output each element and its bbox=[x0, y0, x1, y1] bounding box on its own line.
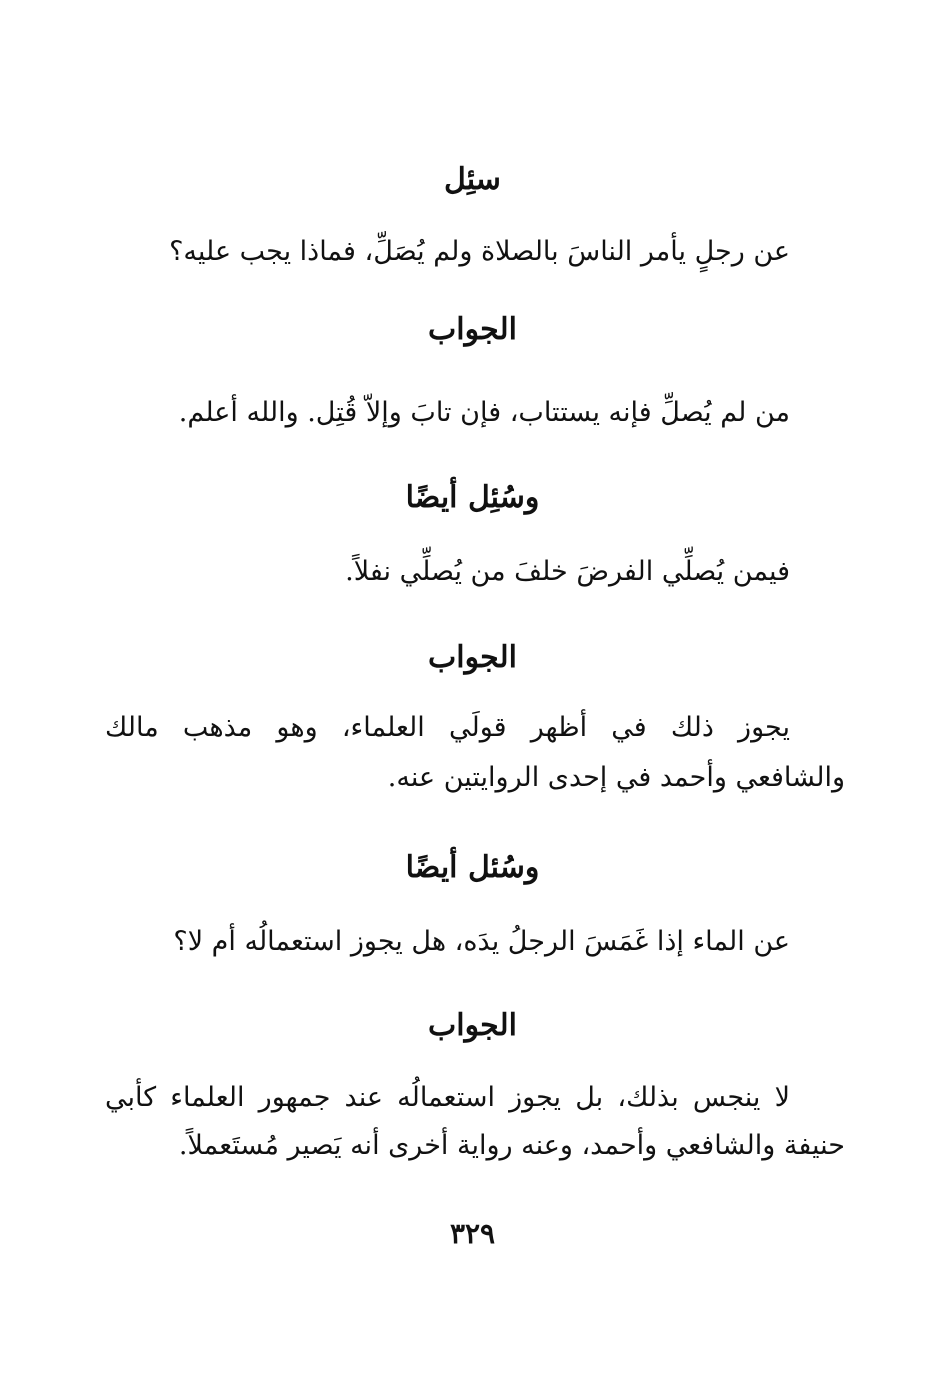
answer-text-line-2: والشافعي وأحمد في إحدى الروايتين عنه. bbox=[387, 762, 845, 793]
answer-text-line-1: يجوز ذلك في أظهر قولَي العلماء، وهو مذهب مالك bbox=[105, 712, 790, 743]
answer-text-line-1: لا ينجس بذلك، بل يجوز استعمالُه عند جمهور العلماء كأبي bbox=[105, 1082, 790, 1113]
answer-text-line-2: حنيفة والشافعي وأحمد، وعنه رواية أخرى أنه يَصير مُستَعملاً. bbox=[178, 1130, 845, 1161]
question-text: عن الماء إذا غَمَسَ الرجلُ يدَه، هل يجوز استعمالُه أم لا؟ bbox=[173, 926, 790, 957]
answer-heading: الجواب bbox=[428, 640, 517, 675]
answer-text: من لم يُصلِّ فإنه يستتاب، فإن تابَ وإلاّ قُتِل. والله أعلم. bbox=[178, 397, 790, 428]
answer-heading: الجواب bbox=[428, 312, 517, 347]
answer-heading: الجواب bbox=[428, 1008, 517, 1043]
question-heading: سئِل bbox=[444, 162, 501, 197]
question-heading: وسُئل أيضًا bbox=[405, 850, 540, 885]
question-text: فيمن يُصلِّي الفرضَ خلفَ من يُصلِّي نفلاً. bbox=[345, 556, 790, 587]
question-heading: وسُئِل أيضًا bbox=[405, 480, 540, 515]
page-number: ٣٢٩ bbox=[449, 1217, 496, 1250]
question-text: عن رجلٍ يأمر الناسَ بالصلاة ولم يُصَلِّ، فماذا يجب عليه؟ bbox=[169, 236, 790, 267]
